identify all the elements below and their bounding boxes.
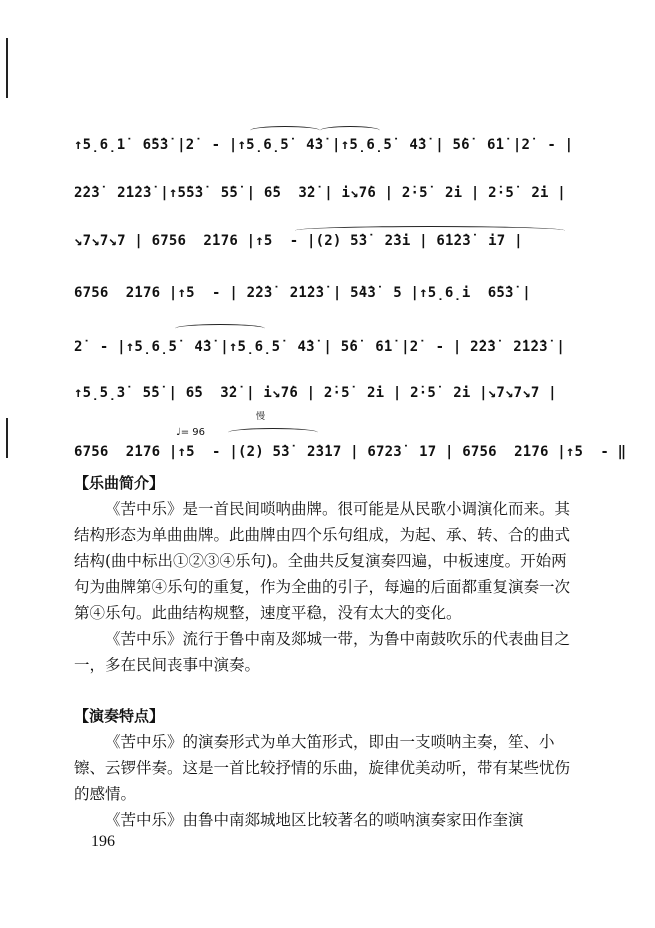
intro-section [74, 470, 574, 678]
score-line-5: 2̇ - |↑5̣6̣5̇ 4̇3̇ |↑5̣6̣5̇ 4̇3̇ | 5̇6̇ 6̇1̇ |2̇ - | 2̇2̇3̇ 2̇1̇2̇3̇ | [74, 339, 566, 355]
score-line-6: ↑5̣5̣3̇ 5̇5̇ | 6̇5 3̇2̇ | i↘7̇6 | 2̇·5̇ 2̇i | 2̇·5̇ 2̇i |↘7↘7↘7 | [74, 385, 557, 401]
slur [175, 324, 265, 333]
slow-marking: 慢 [256, 412, 266, 422]
score-line-3: ↘7↘7↘7 | 6756 2̇176 |↑5 - |(2) 5̇3̇ 2̇3̇i | 6̇1̇2̇3̇ i7 | [74, 233, 523, 249]
features-section [74, 703, 574, 833]
page-number: 196 [91, 833, 115, 850]
intro-paragraph-1: 《苦中乐》是一首民间唢呐曲牌。很可能是从民歌小调演化而来。其结构形态为单曲曲牌。此曲牌由四个乐句组成，为起、承、转、合的曲式结构(曲中标出①②③④乐句)。全曲共反复演奏四遍，中板速度。开始两句为曲牌第④乐句的重复，作为全曲的引子，每遍的后面都重复演奏一次第④乐句。此曲结构规整，速度平稳，没有太大的变化。 [74, 500, 571, 622]
score-line-2: 2̇2̇3̇ 2̇1̇2̇3̇ |↑5̇5̇3̇ 5̇5̇ | 6̇5 3̇2̇ | i↘7̇6 | 2̇·5̇ 2̇i | 2̇·5̇ 2̇i | [74, 185, 566, 201]
score-line-4: 6756 2̇176 |↑5 - | 2̇2̇3̇ 2̇1̇2̇3̇ | 5̇4̇3̇ 5 |↑5̣6̣i 6̇5̇3̇ | [74, 285, 531, 301]
slur [228, 428, 318, 437]
features-paragraph-1: 《苦中乐》的演奏形式为单大笛形式，即由一支唢呐主奏，笙、小镲、云锣伴奏。这是一首比较抒情的乐曲，旋律优美动听，带有某些忧伤的感情。 [74, 733, 571, 803]
tempo-marking: ♩= 96 [176, 427, 205, 438]
score-line-1: ↑5̣6̣1̇ 6̇5̇3̇ |2̇ - |↑5̣6̣5̇ 4̇3̇ |↑5̣6̣5̇ 4̇3̇ | 5̇6̇ 6̇1̇ |2̇ - | [74, 137, 574, 153]
intro-paragraph-2: 《苦中乐》流行于鲁中南及郯城一带，为鲁中南鼓吹乐的代表曲目之一，多在民间丧事中演奏。 [74, 630, 571, 674]
features-paragraph-2: 《苦中乐》由鲁中南郯城地区比较著名的唢呐演奏家田作奎演 [105, 811, 524, 829]
score-line-7: 6756 2̇176 |↑5 - |(2) 5̇3̇ 2̇3̇17 | 6723̇ 17 | 6756 2̇176 |↑5 - ‖ [74, 444, 627, 460]
features-heading: 【演奏特点】 [74, 707, 165, 725]
intro-heading: 【乐曲简介】 [74, 474, 165, 492]
